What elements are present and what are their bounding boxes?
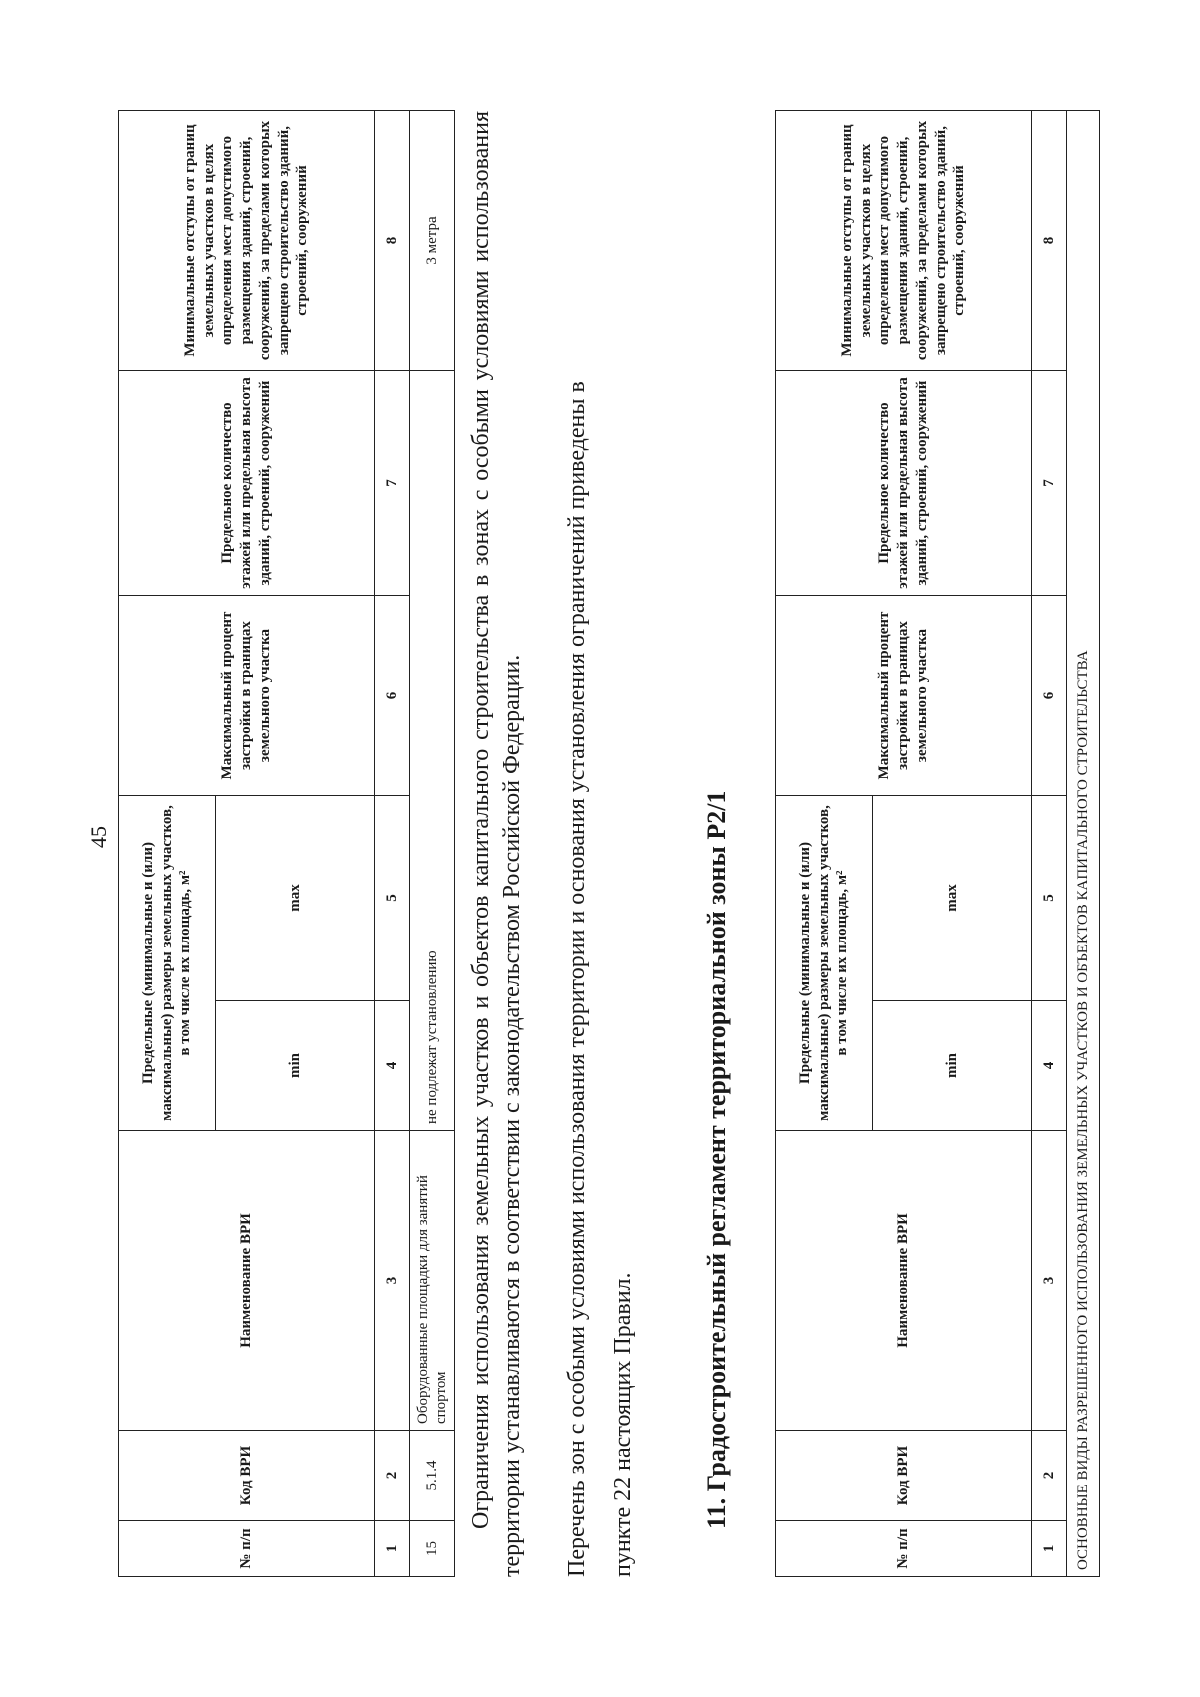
header-name: Наименование ВРИ: [776, 1131, 1032, 1431]
header-percent: Максимальный процент застройки в границах земельного участка: [776, 596, 1032, 796]
paragraph-zones-list: Перечень зон с особыми условиями использования территории и основания установления ограничений приведены в: [564, 381, 590, 1577]
column-number: 7: [375, 371, 410, 596]
header-setbacks: Минимальные отступы от границ земельных участков в целях определения мест допустимого размещения зданий, строений, сооружений, за пределами которых запрещено строительство зданий, строений, сооружений: [776, 111, 1032, 371]
column-number: 4: [1032, 1001, 1067, 1131]
header-floors: Предельное количество этажей или предельная высота зданий, строений, сооружений: [776, 371, 1032, 596]
header-floors: Предельное количество этажей или предельная высота зданий, строений, сооружений: [119, 371, 375, 596]
column-number: 5: [1032, 796, 1067, 1001]
column-number: 2: [375, 1431, 410, 1521]
header-code: Код ВРИ: [776, 1431, 1032, 1521]
row-minmax: не подлежат установлению: [410, 371, 455, 1131]
column-number: 7: [1032, 371, 1067, 596]
column-number: 4: [375, 1001, 410, 1131]
column-number: 6: [375, 596, 410, 796]
header-sizes: Предельные (минимальные и (или) максимальные) размеры земельных участков, в том числе их площадь, м²: [119, 796, 216, 1131]
paragraph-restrictions: Ограничения использования земельных участков и объектов капитального строительства в зонах с особыми условиями использования территории устанавливаются в соответствии с законодательством Российской Федерации.: [468, 111, 526, 1577]
row-setbacks: 3 метра: [410, 111, 455, 371]
column-number: 3: [375, 1131, 410, 1431]
header-setbacks: Минимальные отступы от границ земельных участков в целях определения мест допустимого размещения зданий, строений, сооружений, за пределами которых запрещено строительство зданий, строений, сооружений: [119, 111, 375, 371]
header-no: № п/п: [119, 1521, 375, 1577]
header-min: min: [873, 1001, 1032, 1131]
column-number: 6: [1032, 596, 1067, 796]
header-code: Код ВРИ: [119, 1431, 375, 1521]
section-heading: 11. Градостроительный регламент территориальной зоны Р2/1: [702, 790, 731, 1529]
header-no: № п/п: [776, 1521, 1032, 1577]
column-number: 3: [1032, 1131, 1067, 1431]
section-title: ОСНОВНЫЕ ВИДЫ РАЗРЕШЕННОГО ИСПОЛЬЗОВАНИЯ ЗЕМЕЛЬНЫХ УЧАСТКОВ И ОБЪЕКТОВ КАПИТАЛЬНОГО СТРОИТЕЛЬСТВА: [1067, 111, 1100, 1577]
header-sizes: Предельные (минимальные и (или) максимальные) размеры земельных участков, в том числе их площадь, м²: [776, 796, 873, 1131]
column-number: 1: [1032, 1521, 1067, 1577]
header-max: max: [873, 796, 1032, 1001]
paragraph-reference: пункте 22 настоящих Правил.: [610, 1272, 636, 1577]
section-row: [1067, 111, 1100, 1577]
regulation-table-1: [118, 110, 455, 1577]
row-no: 15: [410, 1521, 455, 1577]
header-min: min: [216, 1001, 375, 1131]
column-number: 8: [375, 111, 410, 371]
table-row: [410, 111, 455, 1577]
row-name: Оборудованные площадки для занятий спортом: [410, 1131, 455, 1431]
column-numbers-row: [1032, 111, 1067, 1577]
column-numbers-row: [375, 111, 410, 1577]
column-number: 2: [1032, 1431, 1067, 1521]
row-code: 5.1.4: [410, 1431, 455, 1521]
header-max: max: [216, 796, 375, 1001]
column-number: 1: [375, 1521, 410, 1577]
column-number: 8: [1032, 111, 1067, 371]
header-name: Наименование ВРИ: [119, 1131, 375, 1431]
header-percent: Максимальный процент застройки в границах земельного участка: [119, 596, 375, 796]
page-number: 45: [86, 826, 111, 848]
column-number: 5: [375, 796, 410, 1001]
regulation-table-2: [775, 110, 1100, 1577]
